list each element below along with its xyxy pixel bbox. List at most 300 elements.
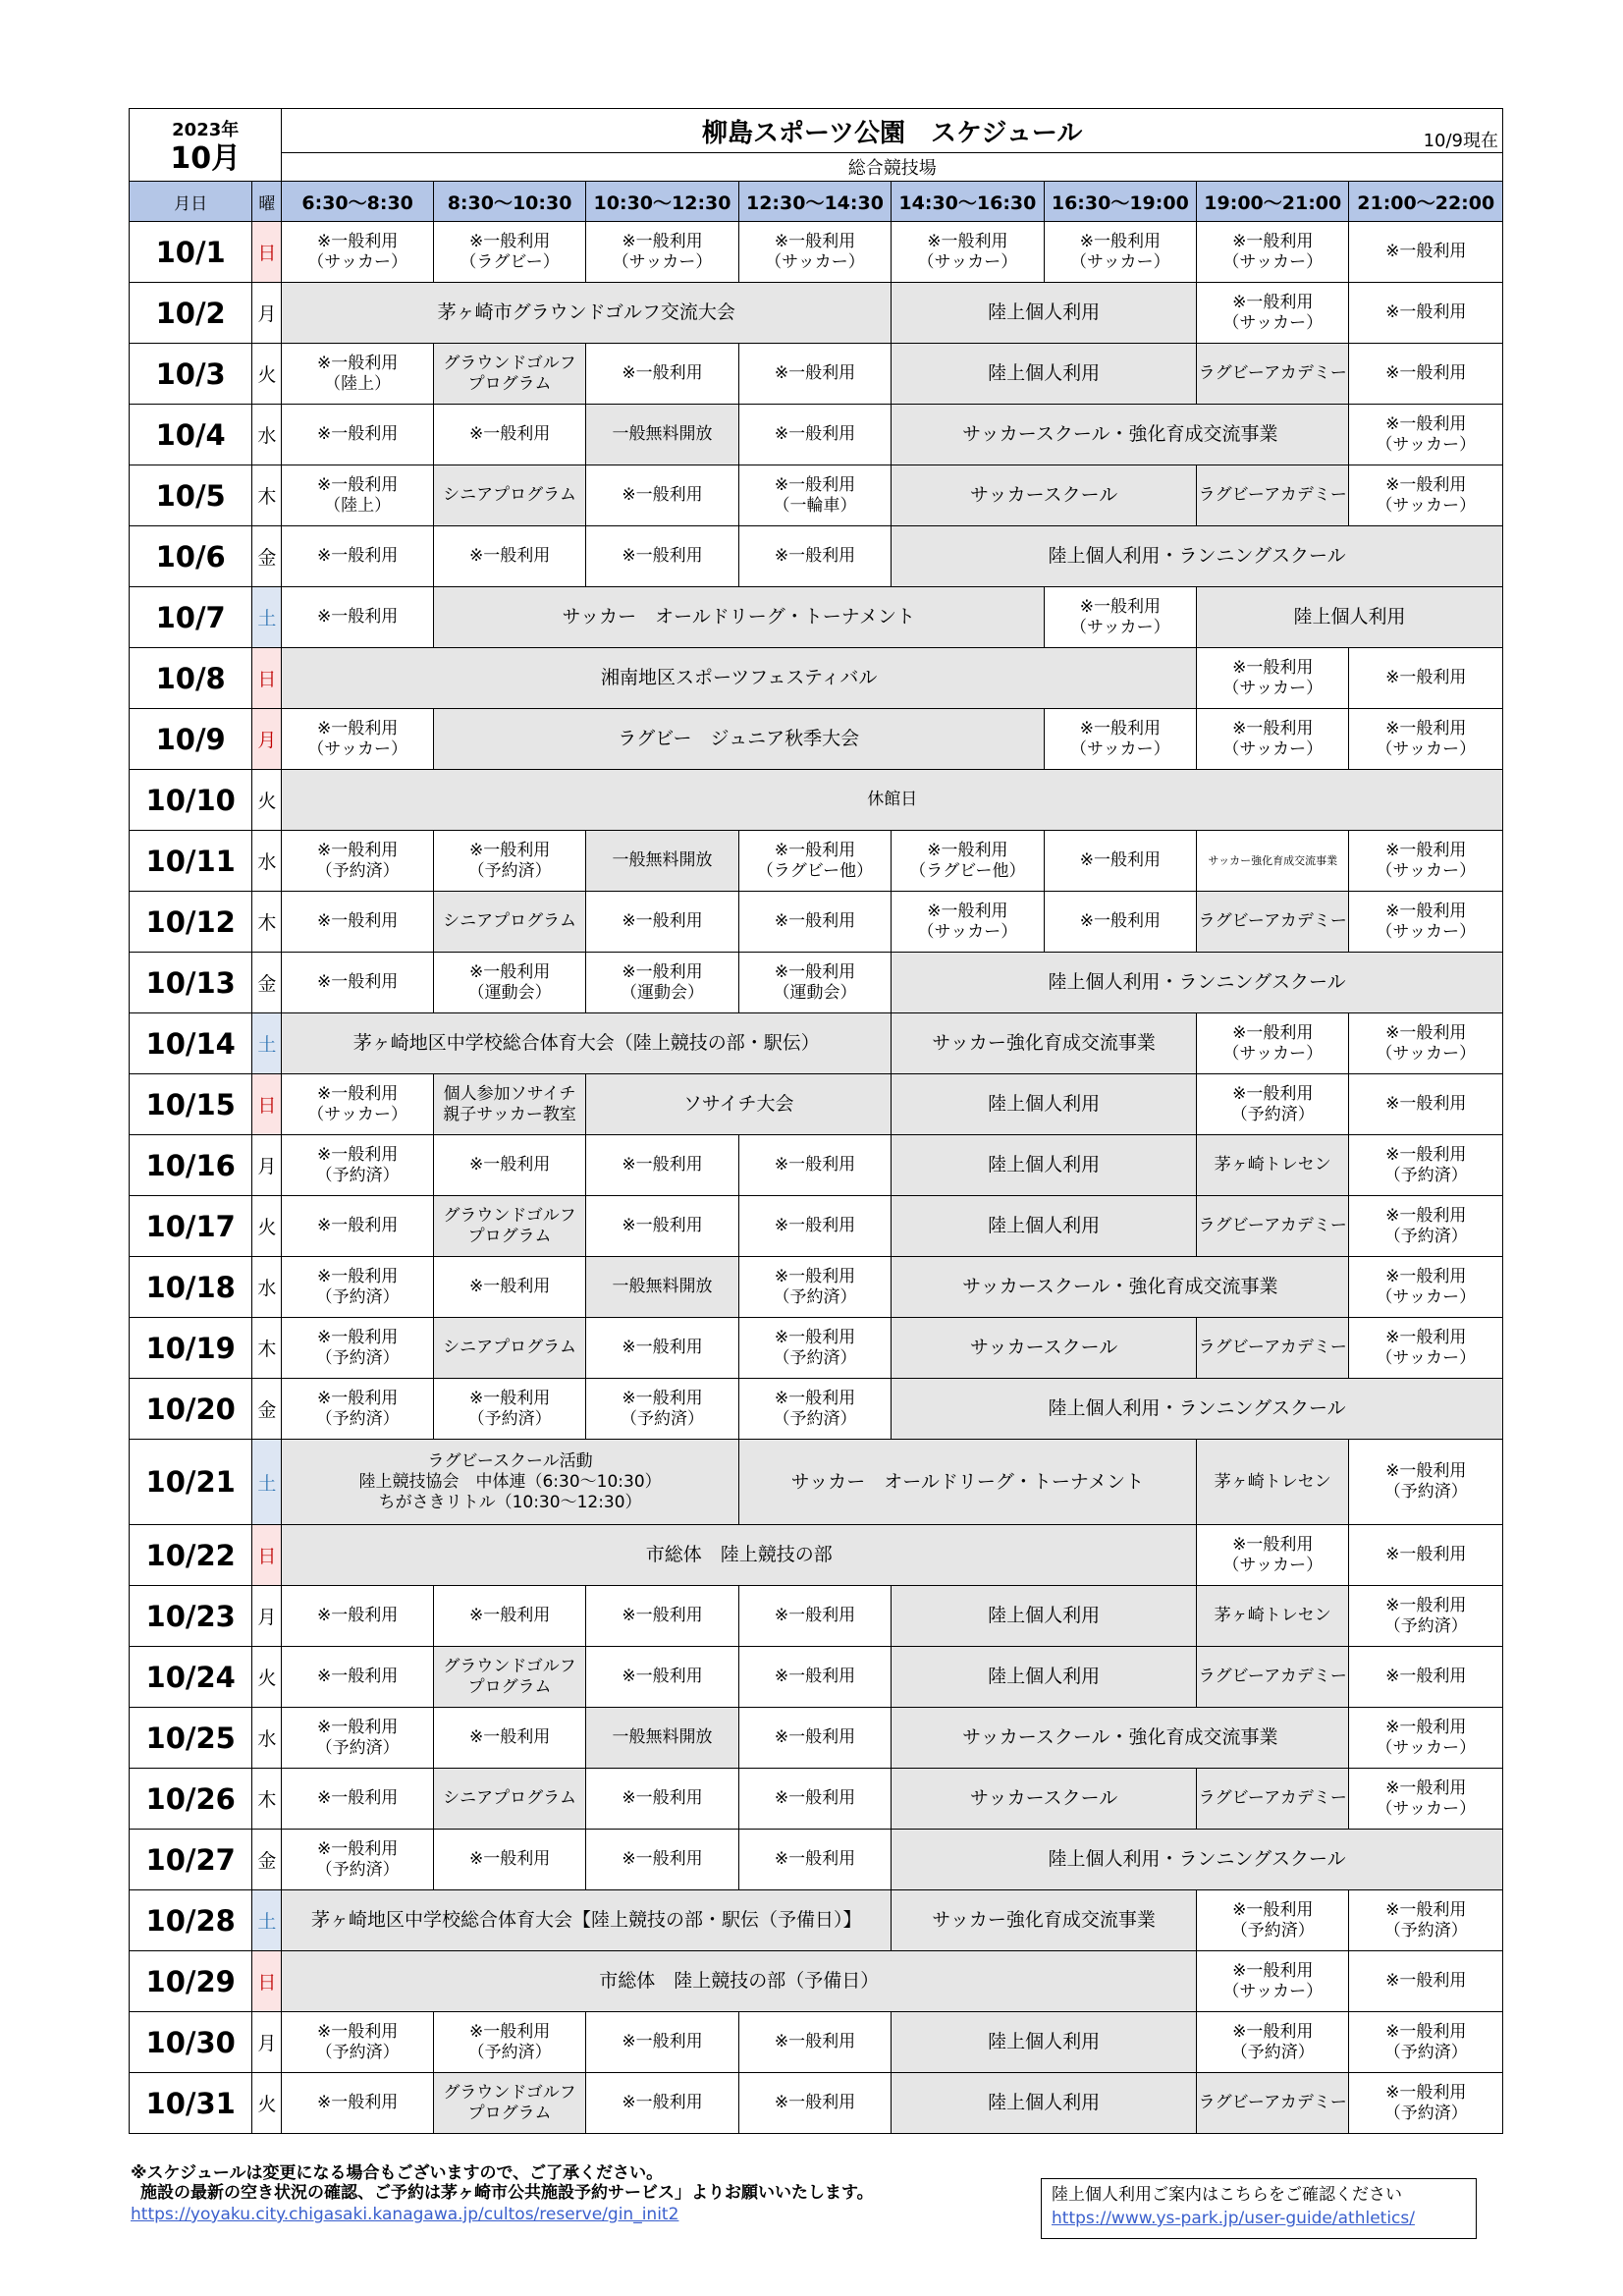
row-date: 10/22 <box>130 1525 252 1586</box>
schedule-cell-text: ※一般利用 <box>317 1667 399 1686</box>
schedule-cell <box>282 1830 433 1890</box>
schedule-cell-text: ※一般利用 <box>622 2093 703 2112</box>
schedule-cell-text: 茅ヶ崎市グラウンドゴルフ交流大会 <box>437 301 735 323</box>
schedule-cell-text: 陸上個人利用 <box>988 1093 1101 1115</box>
schedule-cell-text: ※一般利用 （予約済） <box>315 1388 400 1429</box>
schedule-cell <box>586 222 738 283</box>
schedule-cell <box>282 1440 738 1525</box>
schedule-cell-text: ※一般利用 （陸上） <box>317 474 399 516</box>
schedule-cell-text: ※一般利用 <box>622 485 703 505</box>
schedule-cell <box>892 2012 1197 2073</box>
schedule-table <box>129 108 1503 2134</box>
column-header-slot: 14:30～16:30 <box>892 182 1044 222</box>
schedule-cell-text: ラグビーアカデミー <box>1198 911 1347 931</box>
schedule-cell-text: グラウンドゴルフ プログラム <box>443 1656 576 1697</box>
schedule-cell-text: 茅ヶ崎地区中学校総合体育大会（陸上競技の部・駅伝） <box>352 1032 820 1054</box>
month-label: 10月 <box>170 140 242 176</box>
schedule-cell-text: ※一般利用 （予約済） <box>315 1144 400 1185</box>
schedule-row <box>130 2073 1503 2134</box>
schedule-cell-text: ※一般利用 （予約済） <box>773 1266 857 1307</box>
column-header-slot: 10:30～12:30 <box>586 182 738 222</box>
schedule-cell-text: 一般無料開放 <box>612 1727 713 1747</box>
schedule-cell-text: ※一般利用 （サッカー） <box>1376 901 1477 942</box>
schedule-cell <box>738 1586 891 1647</box>
schedule-cell <box>1197 465 1349 526</box>
schedule-cell <box>433 465 585 526</box>
row-day-of-week: 土 <box>252 587 282 648</box>
schedule-cell <box>1349 1890 1503 1951</box>
row-date: 10/2 <box>130 283 252 344</box>
schedule-cell <box>1197 1074 1349 1135</box>
row-date: 10/9 <box>130 709 252 770</box>
row-day-of-week: 金 <box>252 953 282 1013</box>
schedule-cell-text: サッカー オールドリーグ・トーナメント <box>790 1470 1145 1493</box>
schedule-cell-text: シニアプログラム <box>443 1788 576 1808</box>
schedule-cell <box>1349 2012 1503 2073</box>
schedule-cell <box>433 344 585 405</box>
schedule-cell-text: ※一般利用 （予約済） <box>315 1266 400 1307</box>
row-day-of-week: 月 <box>252 1586 282 1647</box>
schedule-cell-text: ※一般利用 （予約済） <box>1383 1144 1468 1185</box>
schedule-cell <box>1349 648 1503 709</box>
row-day-of-week: 日 <box>252 1951 282 2012</box>
schedule-cell <box>282 1951 1197 2012</box>
schedule-row <box>130 1440 1503 1525</box>
schedule-cell-text: 陸上個人利用・ランニングスクール <box>1048 1397 1346 1419</box>
row-date: 10/8 <box>130 648 252 709</box>
year-label: 2023年 <box>172 119 240 140</box>
schedule-cell <box>1044 892 1196 953</box>
row-date: 10/30 <box>130 2012 252 2073</box>
schedule-cell-text: ※一般利用 <box>622 1155 703 1175</box>
schedule-cell-text: サッカースクール <box>969 1337 1118 1358</box>
schedule-cell <box>282 1769 433 1830</box>
schedule-cell-text: ※一般利用 <box>622 911 703 931</box>
schedule-cell-text: 茅ヶ崎トレセン <box>1214 1606 1331 1625</box>
schedule-row <box>130 1318 1503 1379</box>
schedule-cell <box>282 1647 433 1708</box>
schedule-row <box>130 1586 1503 1647</box>
schedule-cell-text: ※一般利用 <box>1385 363 1467 383</box>
schedule-cell-text: 陸上個人利用 <box>988 2092 1101 2113</box>
schedule-cell-text: ※一般利用 （予約済） <box>467 840 552 881</box>
schedule-cell-text: ※一般利用 <box>468 1277 551 1296</box>
schedule-cell-text: 湘南地区スポーツフェスティバル <box>601 667 878 688</box>
schedule-row <box>130 1525 1503 1586</box>
schedule-cell <box>433 1318 585 1379</box>
schedule-row <box>130 892 1503 953</box>
schedule-cell <box>282 1890 892 1951</box>
schedule-cell <box>1349 1440 1503 1525</box>
schedule-cell-text: ※一般利用 （予約済） <box>1230 2021 1315 2062</box>
schedule-cell-text: 陸上個人利用 <box>1293 606 1406 628</box>
schedule-row <box>130 1951 1503 2012</box>
row-day-of-week: 日 <box>252 1525 282 1586</box>
schedule-cell-text: ※一般利用 <box>317 1216 399 1235</box>
schedule-cell <box>586 1196 738 1257</box>
schedule-cell <box>433 1830 585 1890</box>
schedule-cell <box>282 2012 433 2073</box>
schedule-cell <box>892 2073 1197 2134</box>
row-day-of-week: 水 <box>252 405 282 465</box>
schedule-cell <box>892 1196 1197 1257</box>
schedule-cell <box>1349 1318 1503 1379</box>
schedule-cell-text: ラグビーアカデミー <box>1198 1338 1347 1357</box>
schedule-cell <box>586 405 738 465</box>
schedule-cell <box>1197 709 1349 770</box>
schedule-row <box>130 953 1503 1013</box>
schedule-cell <box>282 526 433 587</box>
schedule-cell <box>892 526 1503 587</box>
schedule-cell <box>738 892 891 953</box>
schedule-row <box>130 1830 1503 1890</box>
schedule-cell <box>738 1830 891 1890</box>
schedule-cell-text: ※一般利用 （サッカー） <box>1069 718 1170 759</box>
schedule-cell <box>1349 892 1503 953</box>
row-day-of-week: 火 <box>252 1196 282 1257</box>
schedule-cell-text: ラグビーアカデミー <box>1198 485 1347 505</box>
schedule-cell-text: ※一般利用 （予約済） <box>315 840 400 881</box>
schedule-cell <box>1349 1708 1503 1769</box>
schedule-cell <box>282 1708 433 1769</box>
schedule-cell <box>282 1379 433 1440</box>
schedule-cell-text: ラグビーアカデミー <box>1198 2093 1347 2112</box>
schedule-cell <box>282 1257 433 1318</box>
schedule-cell <box>892 1890 1197 1951</box>
column-header-slot: 6:30～8:30 <box>282 182 433 222</box>
schedule-cell <box>1197 587 1503 648</box>
schedule-cell-text: 茅ヶ崎トレセン <box>1214 1471 1331 1492</box>
row-date: 10/6 <box>130 526 252 587</box>
schedule-cell-text: ※一般利用 （サッカー） <box>917 231 1018 272</box>
schedule-cell <box>282 770 1503 831</box>
schedule-cell-text: ※一般利用 （サッカー） <box>307 1083 407 1124</box>
schedule-cell-text: ※一般利用 （サッカー） <box>1069 596 1170 637</box>
schedule-cell <box>892 1586 1197 1647</box>
schedule-cell-text: ラグビーアカデミー <box>1198 1788 1347 1808</box>
schedule-cell-text: ※一般利用 （サッカー） <box>307 231 407 272</box>
row-date: 10/4 <box>130 405 252 465</box>
schedule-row <box>130 1196 1503 1257</box>
schedule-cell <box>1349 1135 1503 1196</box>
schedule-cell <box>1044 587 1196 648</box>
schedule-cell <box>1197 2012 1349 2073</box>
schedule-cell-text: ※一般利用 <box>774 424 856 444</box>
schedule-cell <box>433 405 585 465</box>
schedule-cell <box>1197 831 1349 892</box>
schedule-cell-text: ※一般利用 （サッカー） <box>1222 718 1324 759</box>
schedule-cell-text: ラグビーアカデミー <box>1198 363 1347 383</box>
schedule-cell-text: グラウンドゴルフ プログラム <box>443 353 576 394</box>
schedule-cell <box>282 831 433 892</box>
schedule-cell-text: 陸上個人利用・ランニングスクール <box>1048 545 1346 567</box>
schedule-cell <box>433 1769 585 1830</box>
row-date: 10/23 <box>130 1586 252 1647</box>
schedule-cell-text: ※一般利用 <box>317 911 399 931</box>
venue-row <box>130 153 1503 182</box>
schedule-cell <box>282 648 1197 709</box>
schedule-cell <box>892 1647 1197 1708</box>
row-day-of-week: 木 <box>252 1318 282 1379</box>
row-date: 10/21 <box>130 1440 252 1525</box>
schedule-cell-text: 陸上個人利用 <box>988 362 1101 384</box>
row-day-of-week: 水 <box>252 1708 282 1769</box>
schedule-cell-text: ※一般利用 <box>774 2032 856 2051</box>
schedule-cell <box>586 1769 738 1830</box>
schedule-cell <box>1349 2073 1503 2134</box>
reservation-link[interactable]: https://yoyaku.city.chigasaki.kanagawa.jp/cultos/reserve/gin_init2 <box>131 2205 679 2224</box>
schedule-cell-text: ※一般利用 <box>317 424 399 444</box>
schedule-cell <box>1349 1586 1503 1647</box>
schedule-cell <box>282 1196 433 1257</box>
schedule-cell-text: ※一般利用 （運動会） <box>773 961 857 1003</box>
row-day-of-week: 日 <box>252 222 282 283</box>
schedule-cell-text: 茅ヶ崎地区中学校総合体育大会【陸上競技の部・駅伝（予備日）】 <box>311 1909 862 1931</box>
schedule-row <box>130 1708 1503 1769</box>
schedule-cell-text: 陸上個人利用 <box>988 301 1101 323</box>
athletics-info-link[interactable]: https://www.ys-park.jp/user-guide/athletics/ <box>1052 2209 1415 2228</box>
schedule-cell <box>433 2073 585 2134</box>
schedule-cell-text: ※一般利用 （予約済） <box>621 1388 705 1429</box>
schedule-cell-text: ※一般利用 <box>317 972 399 992</box>
column-header-slot: 12:30～14:30 <box>738 182 891 222</box>
schedule-cell <box>586 953 738 1013</box>
schedule-cell <box>433 1586 585 1647</box>
schedule-cell <box>738 1257 891 1318</box>
row-date: 10/10 <box>130 770 252 831</box>
schedule-cell-text: ※一般利用 （サッカー） <box>1222 292 1324 333</box>
schedule-cell <box>1349 1525 1503 1586</box>
schedule-cell <box>1197 648 1349 709</box>
schedule-cell <box>1349 831 1503 892</box>
title-cell <box>282 109 1503 153</box>
schedule-cell-text: ※一般利用 （予約済） <box>467 1388 552 1429</box>
row-date: 10/26 <box>130 1769 252 1830</box>
row-day-of-week: 月 <box>252 2012 282 2073</box>
schedule-cell-text: ソサイチ大会 <box>682 1093 794 1115</box>
schedule-cell-text: 陸上個人利用・ランニングスクール <box>1048 971 1346 993</box>
schedule-cell <box>1349 283 1503 344</box>
schedule-cell-text: ※一般利用 <box>468 546 551 566</box>
schedule-row <box>130 405 1503 465</box>
schedule-cell-text: ※一般利用 <box>317 1788 399 1808</box>
schedule-cell <box>433 1074 585 1135</box>
schedule-cell-text: ※一般利用 （予約済） <box>1383 1899 1468 1941</box>
schedule-row <box>130 831 1503 892</box>
schedule-cell <box>738 405 891 465</box>
schedule-row <box>130 1013 1503 1074</box>
schedule-cell <box>586 465 738 526</box>
schedule-cell <box>586 526 738 587</box>
schedule-cell-text: ※一般利用 <box>1385 1094 1467 1114</box>
row-day-of-week: 木 <box>252 465 282 526</box>
schedule-cell <box>433 526 585 587</box>
schedule-cell-text: サッカー強化育成交流事業 <box>932 1909 1156 1931</box>
schedule-cell-text: ※一般利用 （予約済） <box>315 1717 400 1758</box>
schedule-cell-text: 陸上個人利用 <box>988 2031 1101 2052</box>
schedule-row <box>130 770 1503 831</box>
row-date: 10/12 <box>130 892 252 953</box>
schedule-cell-text: ※一般利用 （サッカー） <box>1222 657 1324 698</box>
schedule-cell <box>282 1135 433 1196</box>
schedule-cell-text: 陸上個人利用 <box>988 1666 1101 1687</box>
schedule-cell-text: ※一般利用 （ラグビー他） <box>756 840 874 881</box>
schedule-cell-text: ※一般利用 <box>468 1155 551 1175</box>
schedule-cell <box>738 953 891 1013</box>
schedule-cell-text: ※一般利用 （予約済） <box>315 1327 400 1368</box>
schedule-cell <box>738 1135 891 1196</box>
schedule-cell-text: ※一般利用 <box>317 607 399 627</box>
schedule-row <box>130 2012 1503 2073</box>
schedule-cell-text: ※一般利用 <box>622 1606 703 1625</box>
schedule-cell-text: ※一般利用 （予約済） <box>315 1838 400 1880</box>
header-row <box>130 109 1503 153</box>
schedule-row <box>130 1257 1503 1318</box>
schedule-cell-text: ※一般利用 <box>774 363 856 383</box>
schedule-cell-text: 休館日 <box>867 790 918 809</box>
schedule-cell <box>433 1708 585 1769</box>
schedule-cell-text: 市総体 陸上競技の部 <box>645 1544 833 1565</box>
schedule-cell <box>282 1318 433 1379</box>
schedule-cell-text: ※一般利用 （サッカー） <box>1222 1960 1324 2001</box>
schedule-cell <box>892 1830 1503 1890</box>
column-header-row <box>130 182 1503 222</box>
schedule-cell <box>282 1525 1197 1586</box>
schedule-cell <box>1197 1135 1349 1196</box>
schedule-cell <box>433 831 585 892</box>
schedule-cell-text: 市総体 陸上競技の部（予備日） <box>599 1970 880 1992</box>
schedule-cell-text: ※一般利用 （予約済） <box>315 2021 400 2062</box>
schedule-cell <box>433 1196 585 1257</box>
schedule-cell <box>738 344 891 405</box>
schedule-cell-text: 陸上個人利用 <box>988 1154 1101 1175</box>
schedule-cell-text: ※一般利用 <box>774 1849 856 1869</box>
schedule-row <box>130 1074 1503 1135</box>
schedule-cell-text: サッカースクール <box>969 484 1118 506</box>
schedule-row <box>130 344 1503 405</box>
schedule-cell <box>1197 1525 1349 1586</box>
athletics-info-label: 陸上個人利用ご案内はこちらをご確認ください <box>1052 2185 1402 2205</box>
schedule-cell-text: グラウンドゴルフ プログラム <box>443 1205 576 1246</box>
schedule-cell-text: ※一般利用 （サッカー） <box>1376 474 1477 516</box>
row-date: 10/19 <box>130 1318 252 1379</box>
schedule-cell-text: グラウンドゴルフ プログラム <box>443 2082 576 2123</box>
schedule-cell-text: ※一般利用 <box>774 2093 856 2112</box>
schedule-cell <box>586 1830 738 1890</box>
row-day-of-week: 火 <box>252 770 282 831</box>
schedule-cell <box>1044 831 1196 892</box>
schedule-cell <box>586 1586 738 1647</box>
schedule-cell-text: 個人参加ソサイチ 親子サッカー教室 <box>443 1083 576 1124</box>
schedule-cell-text: ※一般利用 <box>317 546 399 566</box>
schedule-cell <box>1197 892 1349 953</box>
schedule-cell-text: ※一般利用 （陸上） <box>317 353 399 394</box>
row-date: 10/14 <box>130 1013 252 1074</box>
schedule-cell-text: ※一般利用 （予約済） <box>773 1388 857 1429</box>
schedule-cell <box>738 1440 1196 1525</box>
row-date: 10/29 <box>130 1951 252 2012</box>
venue-label: 総合競技場 <box>282 153 1503 182</box>
row-date: 10/20 <box>130 1379 252 1440</box>
row-day-of-week: 金 <box>252 1379 282 1440</box>
schedule-cell <box>892 1013 1197 1074</box>
schedule-cell <box>586 1318 738 1379</box>
column-header-slot: 16:30～19:00 <box>1044 182 1196 222</box>
row-day-of-week: 木 <box>252 892 282 953</box>
row-date: 10/28 <box>130 1890 252 1951</box>
schedule-cell-text: サッカースクール <box>969 1787 1118 1809</box>
schedule-cell-text: ※一般利用 （一輪車） <box>773 474 857 516</box>
schedule-cell <box>433 1379 585 1440</box>
schedule-cell-text: ※一般利用 （ラグビー） <box>460 231 560 272</box>
schedule-cell <box>282 222 433 283</box>
schedule-cell-text: ※一般利用 <box>1079 850 1161 870</box>
schedule-cell <box>738 1196 891 1257</box>
schedule-cell <box>1349 1769 1503 1830</box>
schedule-cell-text: サッカースクール・強化育成交流事業 <box>962 423 1278 445</box>
schedule-cell-text: 一般無料開放 <box>612 1277 713 1296</box>
schedule-row <box>130 709 1503 770</box>
schedule-cell <box>738 526 891 587</box>
schedule-row <box>130 1769 1503 1830</box>
row-date: 10/27 <box>130 1830 252 1890</box>
schedule-cell <box>1349 1647 1503 1708</box>
schedule-cell <box>282 892 433 953</box>
schedule-cell-text: ※一般利用 （予約済） <box>1383 2082 1468 2123</box>
row-day-of-week: 火 <box>252 2073 282 2134</box>
column-header-dow: 曜 <box>252 182 282 222</box>
schedule-cell-text: ※一般利用 <box>317 1606 399 1625</box>
schedule-cell <box>1197 1318 1349 1379</box>
schedule-cell <box>738 2073 891 2134</box>
schedule-cell-text: ※一般利用 （サッカー） <box>1376 1327 1477 1368</box>
schedule-cell <box>282 2073 433 2134</box>
schedule-cell <box>282 405 433 465</box>
schedule-cell <box>738 222 891 283</box>
schedule-cell-text: ※一般利用 <box>774 1216 856 1235</box>
schedule-cell-text: ※一般利用 <box>774 911 856 931</box>
schedule-cell-text: ※一般利用 （予約済） <box>1230 1899 1315 1941</box>
row-day-of-week: 水 <box>252 831 282 892</box>
schedule-cell-text: ※一般利用 （予約済） <box>1383 1461 1468 1502</box>
schedule-cell <box>1197 1647 1349 1708</box>
schedule-cell-text: 陸上個人利用 <box>988 1605 1101 1626</box>
schedule-cell-text: ラグビースクール活動 陸上競技協会 中体連（6:30～10:30） ちがさきリトル（10:30～12:30） <box>358 1450 662 1512</box>
schedule-cell <box>1197 222 1349 283</box>
schedule-cell-text: ※一般利用 （サッカー） <box>1376 840 1477 881</box>
as-of-date: 10/9現在 <box>1423 131 1498 151</box>
schedule-cell <box>433 2012 585 2073</box>
row-date: 10/25 <box>130 1708 252 1769</box>
schedule-cell-text: ※一般利用 <box>774 1606 856 1625</box>
schedule-cell <box>892 222 1044 283</box>
schedule-row <box>130 1135 1503 1196</box>
schedule-cell <box>282 1074 433 1135</box>
schedule-cell-text: ※一般利用 （予約済） <box>773 1327 857 1368</box>
schedule-cell-text: ※一般利用 <box>1385 668 1467 687</box>
row-day-of-week: 日 <box>252 648 282 709</box>
schedule-cell-text: ラグビーアカデミー <box>1198 1216 1347 1235</box>
schedule-row <box>130 648 1503 709</box>
schedule-cell <box>282 1013 892 1074</box>
column-header-date: 月日 <box>130 182 252 222</box>
schedule-cell <box>1349 1074 1503 1135</box>
schedule-cell-text: ※一般利用 （予約済） <box>1383 1205 1468 1246</box>
schedule-cell <box>1197 1586 1349 1647</box>
schedule-cell-text: ※一般利用 （サッカー） <box>1376 1777 1477 1819</box>
schedule-cell-text: ※一般利用 （サッカー） <box>765 231 865 272</box>
row-date: 10/24 <box>130 1647 252 1708</box>
